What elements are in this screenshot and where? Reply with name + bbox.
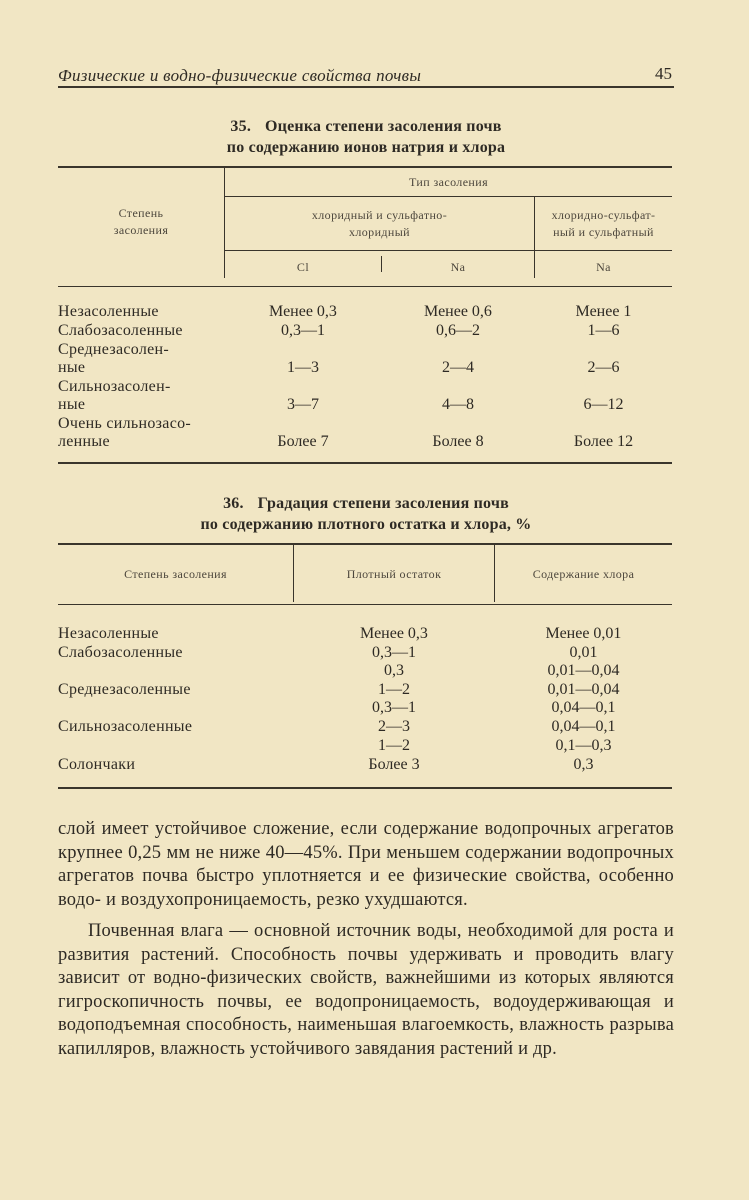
table-cell: 0,01—0,04 [547,681,620,698]
table-cell: 0,01—0,04 [547,662,620,679]
table-35-type2-head: хлоридно-сульфат- ный и сульфатный [551,208,656,239]
table-36-title-line2: по содержанию плотного остатка и хлора, % [200,516,532,533]
table-row-label: Незасоленные [58,303,159,320]
table-cell: Менее 0,3 [360,625,428,642]
table-cell: 0,3—1 [372,644,416,661]
table-36-col-degree: Степень засоления [124,567,227,581]
table-row-label: Среднезасоленные [58,681,191,698]
table-cell: 0,3 [573,756,594,773]
table-row-label: Очень сильнозасо- ленные [58,415,192,450]
body-text [58,818,674,1061]
paragraph-2: Почвенная влага — основной источник воды, необходимой для роста и развития растений. Способность почвы удерживать и проводить влагу зависит от водно-физических свойств, важнейшими из которых являются гигроскопичность почвы, ее водопроницаемость, водоудерживающая и водоподъемная способность, наименьшая влагоемкость, влажность разрыва капилляров, влажность устойчивого завядания растений и др. [58,921,674,1059]
table-36-col-chlorine: Содержание хлора [532,567,635,581]
table-row-label: Среднезасолен- ные [58,341,170,376]
table-cell: Менее 0,01 [545,625,622,642]
running-title: Физические и водно-физические свойства почвы [58,66,422,85]
table-35-head-bottom-rule [58,286,672,287]
page-number: 45 [655,64,672,83]
table-cell: 1—2 [378,681,410,698]
table-cell: 1—6 [587,322,620,339]
table-35-group-head: Тип засоления [409,175,488,189]
table-35-caption [58,116,674,158]
table-cell: Более 8 [432,433,484,450]
table-36-top-rule [58,543,672,545]
table-row-label: Сильнозасолен- ные [58,378,171,413]
table-row-label: Слабозасоленные [58,322,183,339]
table-cell: 0,01 [569,644,598,661]
table-cell: 4—8 [442,396,474,413]
table-35-bottom-rule [58,462,672,464]
running-header [58,62,674,88]
table-35-col-na2: Na [596,260,611,274]
table-cell: 2—6 [587,359,620,376]
table-cell: 0,3—1 [281,322,325,339]
table-35-title-line2: по содержанию ионов натрия и хлора [226,139,506,156]
table-cell: 1—2 [378,737,410,754]
table-cell: 2—4 [442,359,474,376]
table-cell: 0,1—0,3 [555,737,612,754]
table-cell: Менее 0,6 [424,303,492,320]
table-35-type1-head: хлоридный и сульфатно- хлоридный [311,208,448,239]
table-cell: Более 3 [368,756,420,773]
table-cell: Более 7 [277,433,329,450]
table-36-col-residue: Плотный остаток [346,567,442,581]
table-36-title-line1: Градация степени засоления почв [257,495,509,512]
table-cell: 1—3 [287,359,319,376]
table-35-top-rule [58,166,672,168]
table-35-col-cl: Cl [296,260,310,274]
table-35-stub-head: Степень засоления [113,206,169,237]
table-cell: 0,04—0,1 [551,699,616,716]
table-row-label: Незасоленные [58,625,159,642]
table-row-label: Слабозасоленные [58,644,183,661]
table-row-label: Сильнозасоленные [58,718,193,735]
table-cell: 0,3—1 [372,699,416,716]
table-35-group-rule [225,196,672,197]
table-row-label: Солончаки [58,756,136,773]
table-cell: 3—7 [287,396,319,413]
table-35-col-na1: Na [450,260,466,274]
table-36-head-bottom-rule [58,604,672,605]
table-cell: 0,6—2 [436,322,480,339]
table-cell: 6—12 [583,396,624,413]
table-36-caption [58,493,674,535]
table-36-bottom-rule [58,787,672,789]
table-36-number: 36. [223,495,244,512]
paragraph-1: слой имеет устойчивое сложение, если содержание водопрочных агрегатов крупнее 0,25 мм не ниже 40—45%. При меньшем содержании водопрочных агрегатов почва быстро уплотняется и ее физические свойства, особенно водо- и воздухопроницаемость, резко ухудшаются. [58,819,674,910]
table-cell: Менее 1 [575,303,632,320]
table-cell: 0,04—0,1 [551,718,616,735]
table-cell: 0,3 [384,662,404,679]
table-cell: 2—3 [378,718,410,735]
table-35-number: 35. [230,118,252,135]
table-cell: Более 12 [573,433,634,450]
table-35-subhead-rule [225,250,672,251]
table-35-title-line1: Оценка степени засоления почв [265,118,502,135]
table-cell: Менее 0,3 [269,303,337,320]
